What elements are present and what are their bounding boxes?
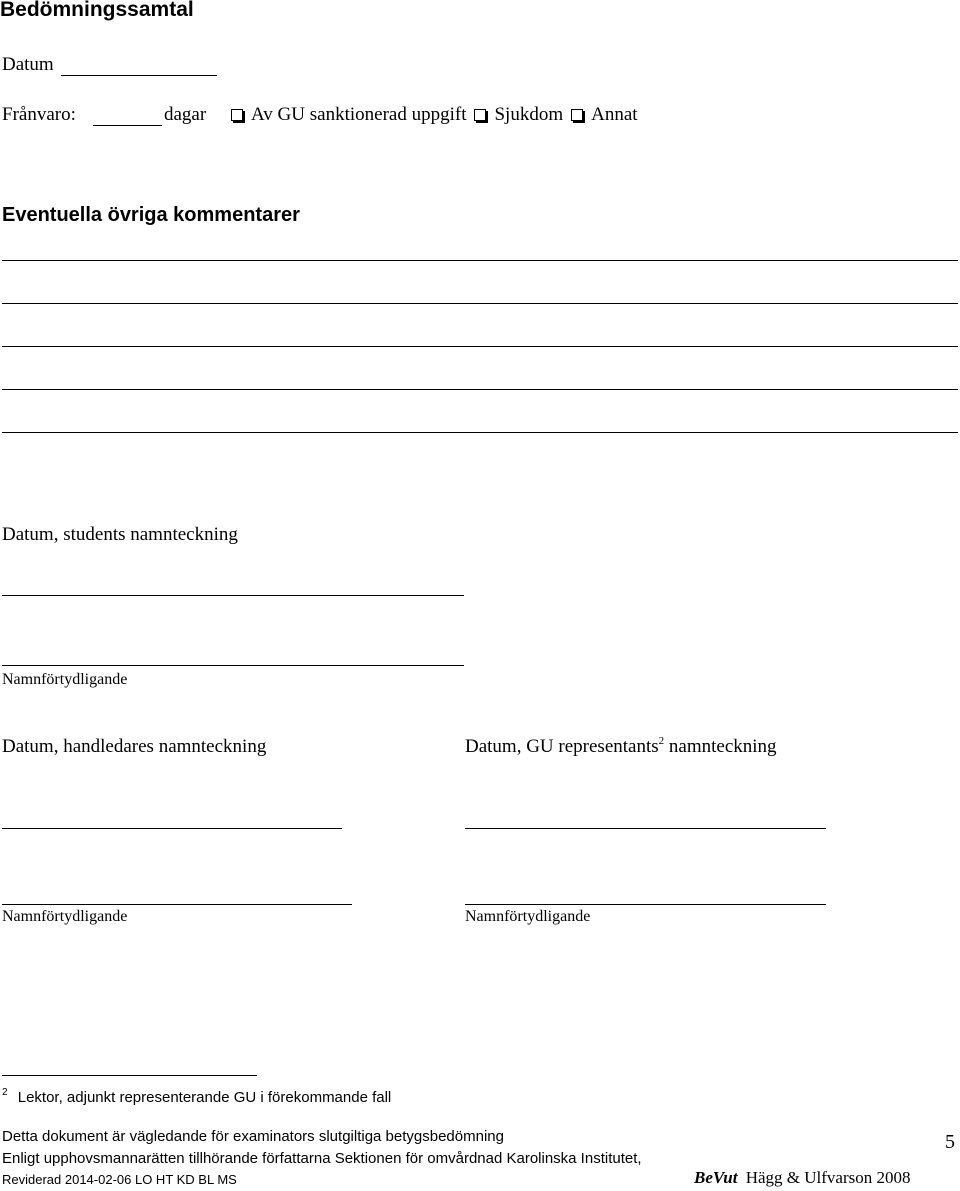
checkbox-sjukdom[interactable] bbox=[474, 109, 486, 121]
footer-line-1: Detta dokument är vägledande för examinators slutgiltiga betygsbedömning bbox=[2, 1128, 504, 1145]
checkbox-av-gu[interactable] bbox=[231, 109, 243, 121]
comment-line[interactable] bbox=[2, 389, 958, 390]
comment-line[interactable] bbox=[2, 260, 958, 261]
gu-name-field[interactable] bbox=[465, 904, 826, 905]
footnote-text: Lektor, adjunkt representerande GU i förekommande fall bbox=[17, 1089, 392, 1106]
supervisor-signature-label: Datum, handledares namnteckning bbox=[2, 736, 267, 757]
option-sjukdom-label: Sjukdom bbox=[494, 104, 564, 125]
franvaro-options bbox=[222, 104, 638, 126]
checkbox-annat[interactable] bbox=[571, 109, 583, 121]
gu-name-label: Namnförtydligande bbox=[465, 908, 591, 925]
student-signature-label: Datum, students namnteckning bbox=[2, 524, 238, 545]
gu-label-post: namnteckning bbox=[668, 736, 777, 757]
gu-signature-field[interactable] bbox=[465, 828, 826, 829]
option-annat-label: Annat bbox=[591, 104, 638, 125]
supervisor-signature-field[interactable] bbox=[2, 828, 342, 829]
footnote-divider bbox=[2, 1075, 257, 1076]
footer-revised: Reviderad 2014-02-06 LO HT KD BL MS bbox=[2, 1172, 237, 1187]
footer-credit bbox=[694, 1168, 911, 1188]
footnote-number: 2 bbox=[2, 1087, 8, 1098]
option-av-gu-label: Av GU sanktionerad uppgift bbox=[251, 104, 467, 125]
student-signature-field[interactable] bbox=[2, 595, 464, 596]
footer-line-2: Enligt upphovsmannarätten tillhörande författarna Sektionen för omvårdnad Karolinska Institutet, bbox=[2, 1150, 642, 1167]
datum-field[interactable] bbox=[61, 75, 217, 76]
datum-label: Datum bbox=[2, 54, 54, 75]
footer-authors: Hägg & Ulfvarson 2008 bbox=[745, 1168, 911, 1187]
gu-label-pre: Datum, GU representants bbox=[465, 736, 659, 757]
footnote bbox=[2, 1089, 391, 1106]
gu-signature-label bbox=[465, 736, 777, 758]
student-name-label: Namnförtydligande bbox=[2, 671, 128, 688]
comment-line[interactable] bbox=[2, 303, 958, 304]
student-name-field[interactable] bbox=[2, 665, 464, 666]
page-number: 5 bbox=[945, 1131, 955, 1153]
footnote-ref: 2 bbox=[658, 735, 665, 747]
brand-name: BeVut bbox=[694, 1168, 738, 1187]
supervisor-name-field[interactable] bbox=[2, 904, 352, 905]
comment-line[interactable] bbox=[2, 346, 958, 347]
franvaro-label: Frånvaro: bbox=[2, 104, 76, 125]
comment-line[interactable] bbox=[2, 432, 958, 433]
comments-heading: Eventuella övriga kommentarer bbox=[2, 204, 300, 226]
franvaro-days-field[interactable] bbox=[93, 125, 162, 126]
page-title: Bedömningssamtal bbox=[0, 0, 194, 21]
franvaro-unit: dagar bbox=[164, 104, 207, 125]
supervisor-name-label: Namnförtydligande bbox=[2, 908, 128, 925]
